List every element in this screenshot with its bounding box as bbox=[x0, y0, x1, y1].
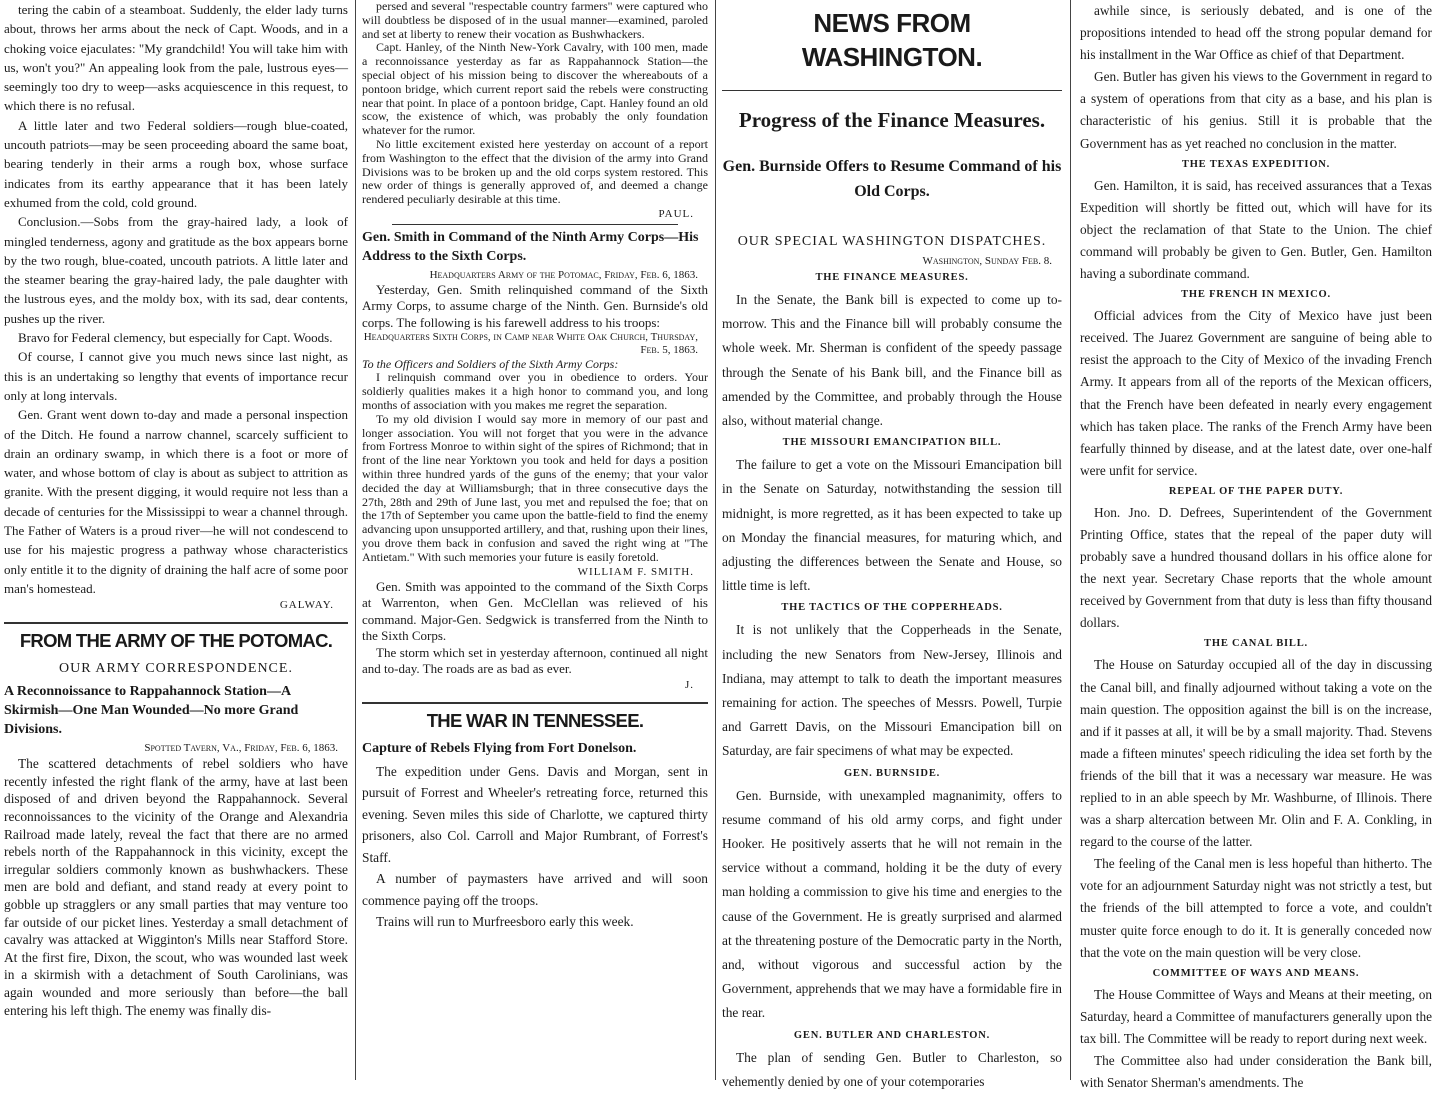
subheading: OUR ARMY CORRESPONDENCE. bbox=[59, 661, 293, 677]
paragraph: The failure to get a vote on the Missouri Emancipation bill in the Senate on Saturday, notwithstanding the session till midnight, is more regretted, as it has been expected to take up on Monday the financial measures, for maturing which, and adjusting the differences between the Senate and House, so little time is left. bbox=[722, 457, 1062, 594]
paragraph: To my old division I would say more in memory of our past and longer association. You will not forget that you were in the advance from Fortress Monroe to within sight of the spires of Richmond; that in front of the line near Yorktown you took and held for days a position within three hundred yards of the guns of the enemy; that your valor decided the day at Williamsburgh; that in three consecutive days the 27th, 28th and 29th of June last, you met and repulsed the foe; that on the 17th of September you came upon the battle-field to find the enemy advancing upon unsupported artillery, and that, rushing upon their lines, you drove them back in confusion and saved the right wing at "The Antietam." With such memories your future is easily foretold. bbox=[362, 411, 708, 564]
paragraph: Gen. Butler has given his views to the Government in regard to a system of operations from that city as a base, and his plan is characteristic of his genius. Still it is probable that the Government has as yet reached no conclusion in the matter. bbox=[1080, 69, 1432, 151]
paragraph: Capt. Hanley, of the Ninth New-York Cavalry, with 100 men, made a reconnoissance yesterday as far as Rappahannock Station—the special object of his mission being to discover the whereabouts of a pontoon bridge, which current report said the rebels were constructing near that point. In place of a pontoon bridge, Capt. Hanley found an old scow, the existence of which, was probably the only foundation whatever for the rumor. bbox=[362, 40, 708, 138]
paragraph: The feeling of the Canal men is less hopeful than hitherto. The vote for an adjournment Saturday night was not strictly a test, but the friends of the bill attempted to force a vote, and couldn't muster quite force enough to do it. It is generally conceded now that the vote on the main question will be very close. bbox=[1080, 856, 1432, 960]
newspaper-column-1 bbox=[4, 0, 348, 1019]
paragraph: In the Senate, the Bank bill is expected to come up to-morrow. This and the Finance bill will probably consume the whole week. Mr. Sherman is confident of the speedy passage through the Senate of his Bank bill, and the Finance bill as amended by the Committee, and probably through the House also, without material change. bbox=[722, 292, 1062, 429]
section-headline: NEWS FROM WASHINGTON. bbox=[801, 8, 983, 72]
paragraph: Gen. Hamilton, it is said, has received assurances that a Texas Expedition will shortly be fitted out, which will have for its object the reclamation of that State to the Union. The chief command will probably be given to Gen. Butler, Gen. Hamilton having a subordinate command. bbox=[1080, 177, 1432, 282]
column-divider bbox=[715, 0, 716, 1080]
paragraph: The House on Saturday occupied all of the day in discussing the Canal bill, and finally adjourned without taking a vote on the main question. The opposition against the bill is on the increase, and if it passes at all, it will be by a small majority. Thad. Stevens made a fifteen minutes' speech ridiculing the idea set forth by the friends of the bill that it was a necessary war measure. He was replied to in an able speech by Mr. Washburne, of Illinois. There was a sharp altercation between Mr. Olin and F. A. Conkling, in regard to the course of the latter. bbox=[1080, 657, 1432, 850]
headline-deck: Progress of the Finance Measures. bbox=[722, 90, 1062, 136]
column-divider bbox=[1070, 0, 1071, 1080]
paragraph: The scattered detachments of rebel soldiers who have recently infested the right flank of the army, have at last been disposed of and driven beyond the Rappahannock. Several reconnoissances to the vicinity of the Orange and Alexandria Railroad made lately, reveal the fact that there are no armed rebels north of the Rappahannock in this vicinity, except the irregular soldiers commonly known as bushwhackers. These men are bold and defiant, and stand ready at every point to gobble up stragglers or any small parties that may venture too far outside of our picket lines. Yesterday a small detachment of cavalry was attacked at Wigginton's Mills near Stafford Store. At the first fire, Dixon, the scout, who was wounded last week in a skirmish with a detachment of South Carolinians, was again wounded and more seriously than before—the ball entering his left thigh. The enemy was finally dis- bbox=[4, 756, 348, 1018]
paragraph: The House Committee of Ways and Means at their meeting, on Saturday, heard a Committee of manufacturers generally upon the tax bill. The Committee will be ready to report during next week. bbox=[1080, 986, 1432, 1046]
subsection-heading: THE MISSOURI EMANCIPATION BILL. bbox=[782, 437, 1002, 449]
paragraph: Hon. Jno. D. Defrees, Superintendent of the Government Printing Office, states that the repeal of the paper duty will probably save a hundred thousand dollars in his office alone for the next year. Secretary Chase reports that the whole amount received by Government from that duty is less than fifty thousand dollars. bbox=[1080, 504, 1432, 631]
subsection-heading: THE TACTICS OF THE COPPERHEADS. bbox=[781, 602, 1003, 614]
dateline: Spotted Tavern, Va., Friday, Feb. 6, 1863. bbox=[144, 742, 338, 755]
paragraph: A number of paymasters have arrived and will soon commence paying off the troops. bbox=[362, 871, 708, 908]
newspaper-column-2 bbox=[362, 0, 708, 933]
paragraph: The expedition under Gens. Davis and Morgan, sent in pursuit of Forrest and Wheeler's retreating force, returned this evening. Seven miles this side of Charlotte, we captured thirty prisoners, also Col. Carroll and Major Rumbrant, of Forrest's Staff. bbox=[362, 763, 708, 865]
dateline: Headquarters Sixth Corps, in Camp near White Oak Church, Thursday, Feb. 5, 1863. bbox=[363, 331, 698, 357]
subsection-heading: COMMITTEE OF WAYS AND MEANS. bbox=[1152, 967, 1360, 979]
paragraph: Of course, I cannot give you much news since last night, as this is an undertaking so lengthy that events of importance recur only at long intervals. bbox=[4, 349, 348, 403]
article-heading: Gen. Smith in Command of the Ninth Army Corps—His Address to the Sixth Corps. bbox=[362, 229, 699, 264]
dateline: Washington, Sunday Feb. 8. bbox=[922, 255, 1052, 267]
signature: GALWAY. bbox=[279, 599, 334, 612]
paragraph: Conclusion.—Sobs from the gray-haired lady, a look of mingled tenderness, agony and gratitude as the box appears borne by the two rough, blue-coated, uncouth patriots. A little later and the steamer bearing the gray-haired lady, the pale daughter with the lustrous eyes, and the moldy box, with its sad, dear contents, pushes up the river. bbox=[4, 214, 348, 326]
signature: PAUL. bbox=[658, 207, 694, 220]
article-heading: Gen. Burnside Offers to Resume Command of his Old Corps. bbox=[722, 158, 1062, 200]
paragraph: The Committee also had under consideration the Bank bill, with Senator Sherman's amendments. The bbox=[1080, 1053, 1432, 1091]
signature: J. bbox=[684, 678, 694, 691]
article-heading: Capture of Rebels Flying from Fort Donelson. bbox=[362, 740, 637, 756]
paragraph: A little later and two Federal soldiers—rough blue-coated, uncouth patriots—may be seen proceeding aboard the same boat, bearing tenderly in their arms a rough box, whose surface indicates from its earthy appearance that it has been lately exhumed from the cold, cold ground. bbox=[4, 117, 348, 210]
newspaper-column-3 bbox=[722, 0, 1062, 1094]
dateline: Headquarters Army of the Potomac, Friday, Feb. 6, 1863. bbox=[429, 268, 698, 281]
paragraph: It is not unlikely that the Copperheads in the Senate, including the new Senators from New-Jersey, Illinois and Indiana, may attempt to talk to death the important measures remaining for action. The speeches of Messrs. Powell, Turpie and Garrett Davis, on the Missouri Emancipation bill on Saturday, are fair specimens of what may be expected. bbox=[722, 622, 1062, 759]
paragraph: Bravo for Federal clemency, but especially for Capt. Woods. bbox=[18, 330, 333, 346]
section-headline: FROM THE ARMY OF THE POTOMAC. bbox=[4, 622, 348, 653]
rule-divider bbox=[392, 224, 678, 225]
paragraph: Official advices from the City of Mexico have just been received. The Juarez Government are sanguine of being able to resist the approach to the City of Mexico of the invading French Army. It appears from all of the reports of the Mexican officers, that the French have been defeated in nearly every engagement which has taken place. The ranks of the French Army have been fearfully thinned by disease, and at the latest date, over one-half were unfit for service. bbox=[1080, 308, 1432, 478]
paragraph: persed and several "respectable country farmers" were captured who will doubtless be disposed of in the usual manner—examined, paroled and set at liberty to renew their vocation as Bushwhackers. bbox=[362, 0, 708, 41]
article-heading: A Reconnoissance to Rappahannock Station—A Skirmish—One Man Wounded—No more Grand Divisions. bbox=[4, 684, 299, 738]
column-divider bbox=[355, 0, 356, 1080]
paragraph: Gen. Burnside, with unexampled magnanimity, offers to resume command of his old army corps, and fight under Hooker. He positively asserts that he will not remain in the service without a command, holding it be the duty of every man holding a commission to give his time and energies to the cause of the Government. He is greatly surprised and alarmed at the threatening posture of the Democratic party in the North, and, without vigorous and successful action by the Government, apprehends that we may have a formidable fire in the rear. bbox=[722, 787, 1062, 1021]
subsection-heading: THE TEXAS EXPEDITION. bbox=[1181, 158, 1331, 170]
paragraph: No little excitement existed here yesterday on account of a report from Washington to the effect that the division of the army into Grand Divisions was to be broken up and the old corps system restored. This new order of things is generally approved of, and deemed a change rendered peculiarly desirable at this time. bbox=[362, 136, 708, 207]
subsection-heading: REPEAL OF THE PAPER DUTY. bbox=[1168, 485, 1344, 497]
subheading: OUR SPECIAL WASHINGTON DISPATCHES. bbox=[737, 234, 1047, 249]
paragraph: The storm which set in yesterday afternoon, continued all night and to-day. The roads are as bad as ever. bbox=[362, 644, 708, 677]
subsection-heading: THE FINANCE MEASURES. bbox=[815, 272, 969, 283]
subsection-heading: THE FRENCH IN MEXICO. bbox=[1181, 289, 1331, 301]
paragraph: tering the cabin of a steamboat. Suddenly, the elder lady turns about, throws her arms about the neck of Capt. Woods, and in a choking voice ejaculates: "My grandchild! You will take him with us, won't you?" An appealing look from the pale, lustrous eyes—seemingly too dry to weep—asks acquiescence in this request, to which there is no refusal. bbox=[4, 2, 348, 114]
paragraph: Gen. Smith was appointed to the command of the Sixth Corps at Warrenton, when Gen. McClellan was relieved of his command. Major-Gen. Sedgwick is transferred from the Ninth to the Sixth Corps. bbox=[362, 578, 708, 644]
paragraph: I relinquish command over you in obedience to orders. Your soldierly qualities makes it a high honor to command you, and long months of association with you makes me regret the separation. bbox=[362, 370, 708, 413]
signature: WILLIAM F. SMITH. bbox=[577, 565, 694, 578]
section-headline: THE WAR IN TENNESSEE. bbox=[362, 702, 708, 733]
paragraph: Gen. Grant went down to-day and made a personal inspection of the Ditch. He found a narrow channel, scarcely sufficient to drain an ordinary swamp, in which there is a foot or more of water, and whose bottom of clay is about as subject to attrition as granite. With the present digging, it would require not less than a decade of centuries for the Mississippi to wear a channel through. The Father of Waters is a proud river—he will not condescend to use for his majestic progress a pathway whose characteristics only entitle it to the dignity of draining the half acre of some poor man's homestead. bbox=[4, 407, 348, 596]
subsection-heading: GEN. BUTLER AND CHARLESTON. bbox=[793, 1029, 991, 1041]
subsection-heading: THE CANAL BILL. bbox=[1204, 638, 1308, 650]
paragraph: Yesterday, Gen. Smith relinquished command of the Sixth Army Corps, to assume charge of the Ninth. Gen. Burnside's old corps. The following is his farewell address to his troops: bbox=[362, 281, 708, 330]
paragraph: The plan of sending Gen. Butler to Charleston, so vehemently denied by one of your cotemporaries bbox=[722, 1049, 1062, 1089]
newspaper-column-4 bbox=[1080, 0, 1432, 1094]
paragraph: Trains will run to Murfreesboro early this week. bbox=[376, 914, 634, 930]
salutation: To the Officers and Soldiers of the Sixth Army Corps: bbox=[362, 357, 619, 372]
paragraph: awhile since, is seriously debated, and is one of the propositions intended to head off the strong popular demand for his installment in the War Office as chief of that Department. bbox=[1080, 3, 1432, 63]
subsection-heading: GEN. BURNSIDE. bbox=[843, 767, 941, 779]
